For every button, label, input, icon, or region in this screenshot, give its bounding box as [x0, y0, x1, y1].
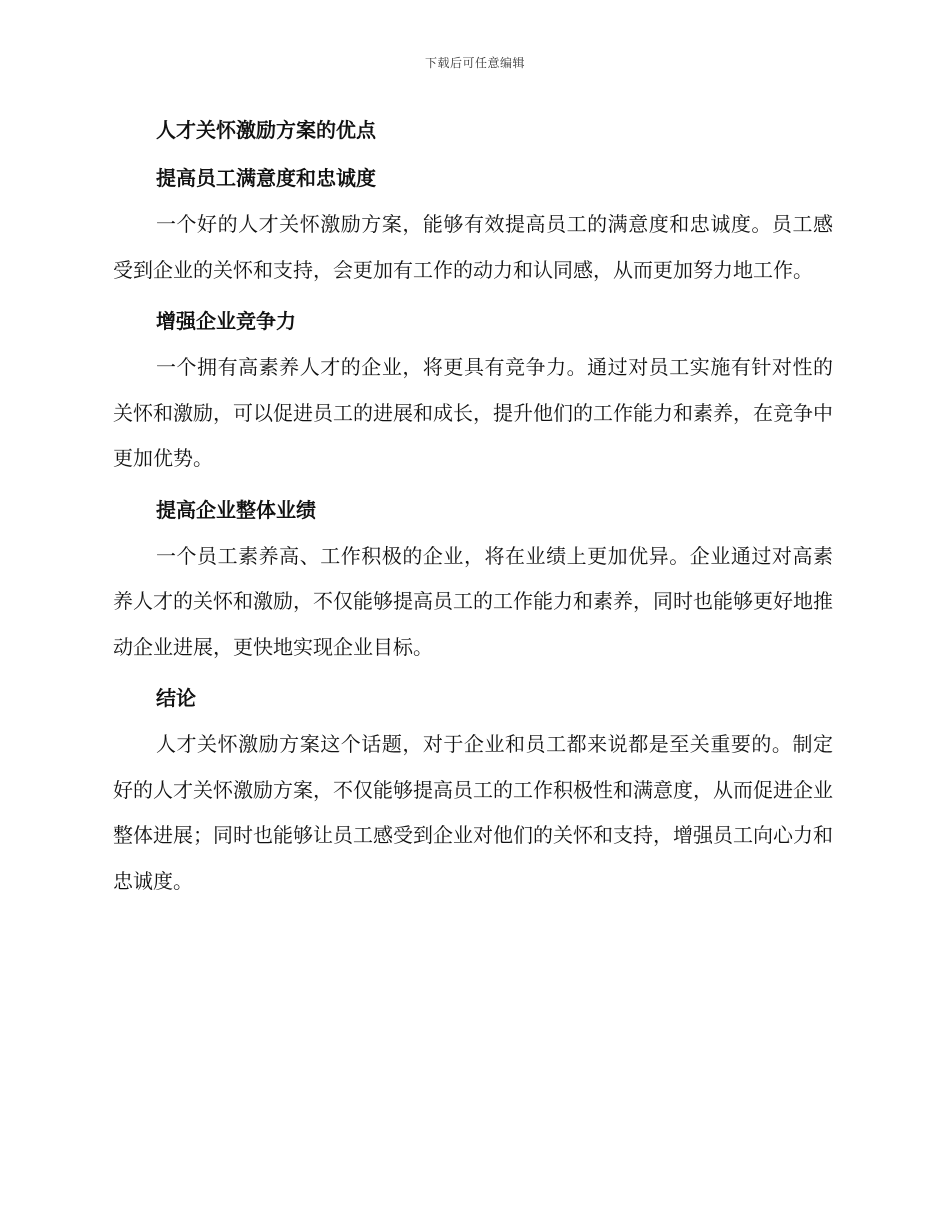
document-content: [113, 110, 833, 904]
section-body: 一个拥有高素养人才的企业，将更具有竞争力。通过对员工实施有针对性的关怀和激励，可以促进员工的进展和成长，提升他们的工作能力和素养，在竞争中更加优势。: [113, 355, 833, 470]
section-body: 一个员工素养高、工作积极的企业，将在业绩上更加优异。企业通过对高素养人才的关怀和激励，不仅能够提高员工的工作能力和素养，同时也能够更好地推动企业进展，更快地实现企业目标。: [113, 543, 833, 659]
section-heading: 结论: [156, 686, 196, 710]
header-note: 下载后可任意编辑: [424, 56, 525, 70]
section-competitiveness: [113, 301, 833, 482]
section-heading: 增强企业竞争力: [156, 309, 296, 333]
section-satisfaction: [113, 158, 833, 293]
section-conclusion: [113, 678, 833, 904]
section-heading: 提高企业整体业绩: [156, 497, 316, 522]
section-performance: [113, 490, 833, 671]
section-heading: 提高员工满意度和忠诚度: [156, 166, 376, 190]
document-title: 人才关怀激励方案的优点: [156, 118, 376, 142]
section-body: 人才关怀激励方案这个话题，对于企业和员工都来说都是至关重要的。制定好的人才关怀激励方案，不仅能够提高员工的工作积极性和满意度，从而促进企业整体进展；同时也能够让员工感受到企业对他们的关怀和支持，增强员工向心力和忠诚度。: [113, 732, 833, 893]
section-body: 一个好的人才关怀激励方案，能够有效提高员工的满意度和忠诚度。员工感受到企业的关怀和支持，会更加有工作的动力和认同感，从而更加努力地工作。: [113, 212, 833, 282]
